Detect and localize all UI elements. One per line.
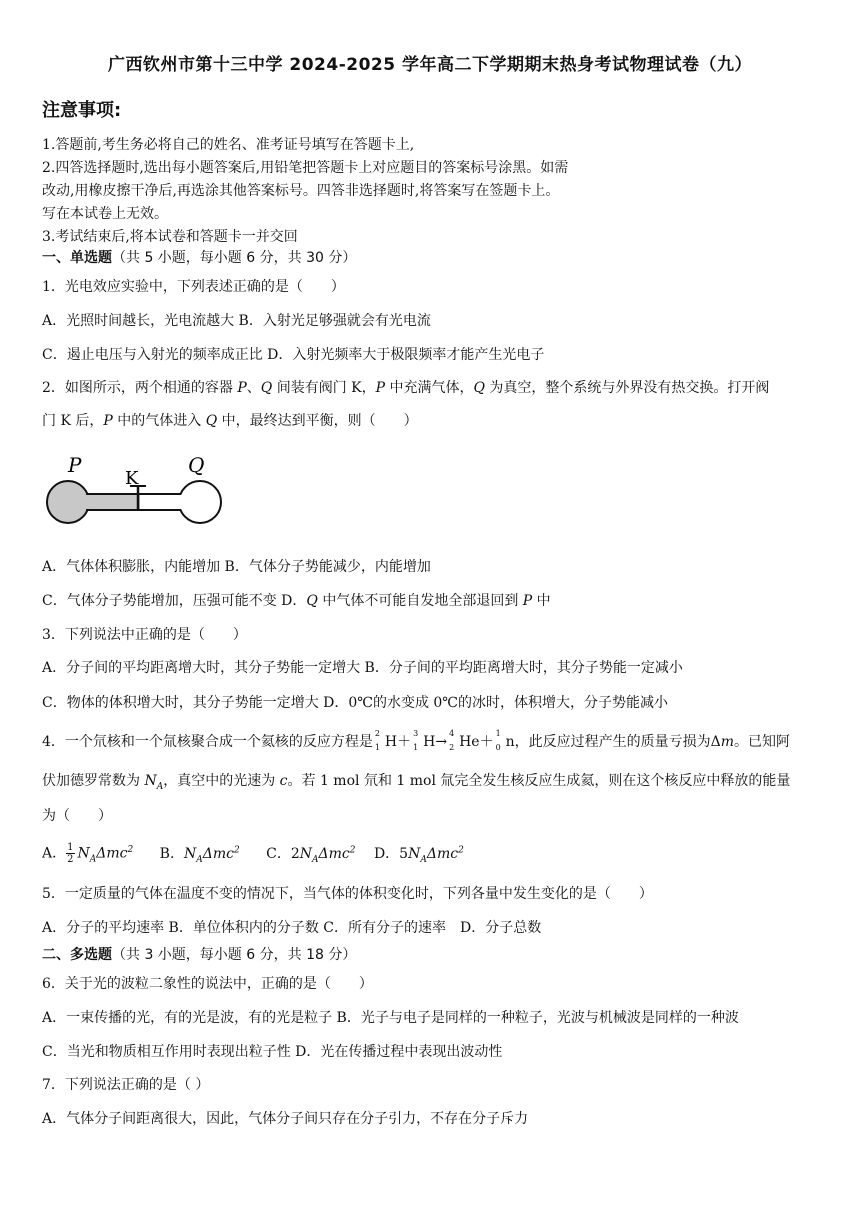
q2-text: 2．如图所示，两个相通的容器: [42, 380, 238, 396]
q4-stem-line-3: 为（ ）: [42, 808, 112, 824]
q2-stem-line-2: [42, 410, 418, 430]
var-n: N: [299, 845, 313, 862]
notice-line-2: 2.四答选择题时,选出每小题答案后,用铅笔把答题卡上对应题目的答案标号涂黑。如需: [42, 160, 569, 176]
var-n-subscript: A: [312, 854, 319, 865]
var-p: P: [522, 593, 533, 609]
q2-opt-text: 中气体不可能自发地全部退回到: [317, 593, 523, 609]
nuclide-symbol: H→: [423, 734, 448, 750]
q2-opt-text: C．气体分子势能增加，压强可能不变 D．: [42, 593, 307, 609]
notice-line-1: 1.答题前,考生务必将自己的姓名、准考证号填写在答题卡上,: [42, 137, 415, 153]
section-2-header: [42, 944, 356, 964]
section-1-header: [42, 247, 356, 267]
var-c: c: [279, 773, 288, 789]
q2-stem-line-1: [42, 377, 769, 397]
nuclide-helium: [447, 729, 459, 752]
container-q: [179, 481, 221, 523]
var-n-subscript: A: [196, 854, 203, 865]
pipe-gas-fill: [82, 495, 140, 509]
expr-dmc: Δmc: [318, 845, 350, 862]
mass-number: 3: [413, 729, 419, 738]
section-2-name: 二、多选题: [42, 947, 112, 963]
var-n-subscript: A: [89, 854, 97, 865]
var-q: Q: [473, 380, 485, 396]
section-2-desc: （共 3 小题，每小题 6 分，共 18 分）: [112, 947, 357, 963]
diagram-label-p: P: [68, 453, 82, 477]
exponent: 2: [233, 844, 240, 855]
q3-stem: 3．下列说法中正确的是（ ）: [42, 627, 247, 643]
section-1-name: 一、单选题: [42, 250, 112, 266]
q6-options-line-1: A．一束传播的光，有的光是波，有的光是粒子 B．光子与电子是同样的一种粒子，光波与机械波是同样的一种波: [42, 1010, 739, 1026]
exponent: 2: [349, 844, 356, 855]
fraction-denominator: 2: [67, 854, 74, 865]
q4-stem-line-2: [42, 770, 790, 792]
fraction-one-half: [66, 842, 74, 865]
var-n-subscript: A: [420, 854, 427, 865]
atomic-number: 1: [374, 743, 380, 752]
atomic-number: 0: [495, 743, 501, 752]
nuclide-neutron: [494, 729, 506, 752]
q2-text: 、: [246, 380, 261, 396]
q2-text: 为真空，整个系统与外界没有热交换。打开阀: [484, 380, 770, 396]
var-p: P: [237, 380, 247, 396]
var-p: P: [103, 413, 113, 429]
q4-text: ，此反应过程产生的质量亏损为Δ: [514, 734, 721, 750]
expr-dmc: Δmc: [202, 845, 234, 862]
q3-options-line-2: C．物体的体积增大时，其分子势能一定增大 D．0℃的水变成 0℃的冰时，体积增大，分子势能减小: [42, 695, 668, 711]
notice-line-3: 改动,用橡皮擦干净后,再选涂其他答案标号。四答非选择题时,将答案写在签题卡上。: [42, 183, 560, 199]
q4-option-d: [374, 843, 464, 865]
var-n: N: [408, 845, 421, 862]
option-label: A．: [42, 845, 67, 862]
var-n-subscript: A: [156, 781, 164, 792]
var-q: Q: [205, 413, 218, 429]
atomic-number: 1: [413, 743, 419, 752]
container-valve-diagram: [42, 452, 232, 534]
q4-text: 。已知阿: [734, 734, 791, 750]
var-m: m: [720, 734, 735, 750]
var-n: N: [77, 845, 90, 862]
nuclide-symbol: He＋: [459, 734, 494, 750]
nuclide-symbol: n: [505, 734, 515, 750]
atomic-number: 2: [449, 743, 455, 752]
q4-option-c: [266, 843, 355, 865]
diagram-label-k: K: [125, 468, 139, 489]
q5-stem: 5．一定质量的气体在温度不变的情况下，当气体的体积变化时，下列各量中发生变化的是（ ）: [42, 886, 653, 902]
q2-text: 门 K 后，: [42, 413, 104, 429]
q1-stem: 1．光电效应实验中，下列表述正确的是（ ）: [42, 279, 345, 295]
q4-text: 4．一个氘核和一个氚核聚合成一个氦核的反应方程是: [42, 734, 373, 750]
nuclide-symbol: H＋: [384, 734, 412, 750]
option-label: C．2: [266, 845, 300, 862]
q2-options-line-1: A．气体体积膨胀，内能增加 B．气体分子势能减少，内能增加: [42, 559, 431, 575]
pipe-joint-q: [174, 495, 184, 509]
q2-text: 中，最终达到平衡，则（ ）: [217, 413, 418, 429]
mass-number: 2: [374, 729, 380, 738]
mass-number: 4: [449, 729, 455, 738]
q4-stem-line-1: [42, 731, 790, 751]
q3-options-line-1: A．分子间的平均距离增大时，其分子势能一定增大 B．分子间的平均距离增大时，其分子势能一定减小: [42, 660, 683, 676]
exponent: 2: [127, 844, 134, 855]
pipe-vacuum: [140, 495, 176, 509]
q4-option-a: [42, 842, 133, 865]
q1-options-line-2: C．遏止电压与入射光的频率成正比 D．入射光频率大于极限频率才能产生光电子: [42, 347, 545, 363]
var-q: Q: [260, 380, 273, 396]
q5-options-line-1: A．分子的平均速率 B．单位体积内的分子数 C．所有分子的速率 D．分子总数: [42, 920, 542, 936]
q1-options-line-1: A．光照时间越长，光电流越大 B．入射光足够强就会有光电流: [42, 313, 431, 329]
q2-options-line-2: [42, 590, 551, 610]
exam-title: 广西钦州市第十三中学 2024-2025 学年高二下学期期末热身考试物理试卷（九）: [107, 55, 753, 75]
nuclide-deuterium: [373, 729, 385, 752]
q4-option-b: [160, 843, 240, 865]
fraction-numerator: 1: [67, 842, 74, 853]
q2-text: 间装有阀门 K，: [272, 380, 376, 396]
mass-number: 1: [495, 729, 501, 738]
var-n: N: [144, 773, 157, 789]
q6-stem: 6．关于光的波粒二象性的说法中，正确的是（ ）: [42, 976, 373, 992]
var-n: N: [183, 845, 197, 862]
diagram-label-q: Q: [188, 453, 205, 477]
notice-line-5: 3.考试结束后,将本试卷和答题卡一并交回: [42, 229, 298, 245]
q4-text: 伏加德罗常数为: [42, 773, 145, 789]
exponent: 2: [458, 844, 464, 855]
q4-options: [42, 842, 464, 865]
q7-stem: 7．下列说法正确的是（ ）: [42, 1077, 210, 1093]
expr-dmc: Δmc: [96, 845, 128, 862]
notice-heading: 注意事项:: [42, 100, 122, 121]
q6-options-line-2: C．当光和物质相互作用时表现出粒子性 D．光在传播过程中表现出波动性: [42, 1044, 503, 1060]
q2-text: 中的气体进入: [112, 413, 206, 429]
var-q: Q: [306, 593, 318, 609]
var-p: P: [375, 380, 386, 396]
option-label: B．: [159, 845, 184, 862]
q2-text: 中充满气体，: [385, 380, 474, 396]
expr-dmc: Δmc: [426, 845, 459, 862]
section-1-desc: （共 5 小题，每小题 6 分，共 30 分）: [112, 250, 357, 266]
q4-text: ，真空中的光速为: [163, 773, 280, 789]
option-label: D．5: [373, 845, 409, 862]
q7-options-line-1: A．气体分子间距离很大，因此，气体分子间只存在分子引力，不存在分子斥力: [42, 1111, 529, 1127]
q2-opt-text: 中: [532, 593, 551, 609]
q4-text: 。若 1 mol 氘和 1 mol 氚完全发生核反应生成氦，则在这个核反应中释放的能量: [287, 773, 791, 789]
nuclide-tritium: [411, 729, 423, 752]
notice-line-4: 写在本试卷上无效。: [42, 206, 168, 222]
